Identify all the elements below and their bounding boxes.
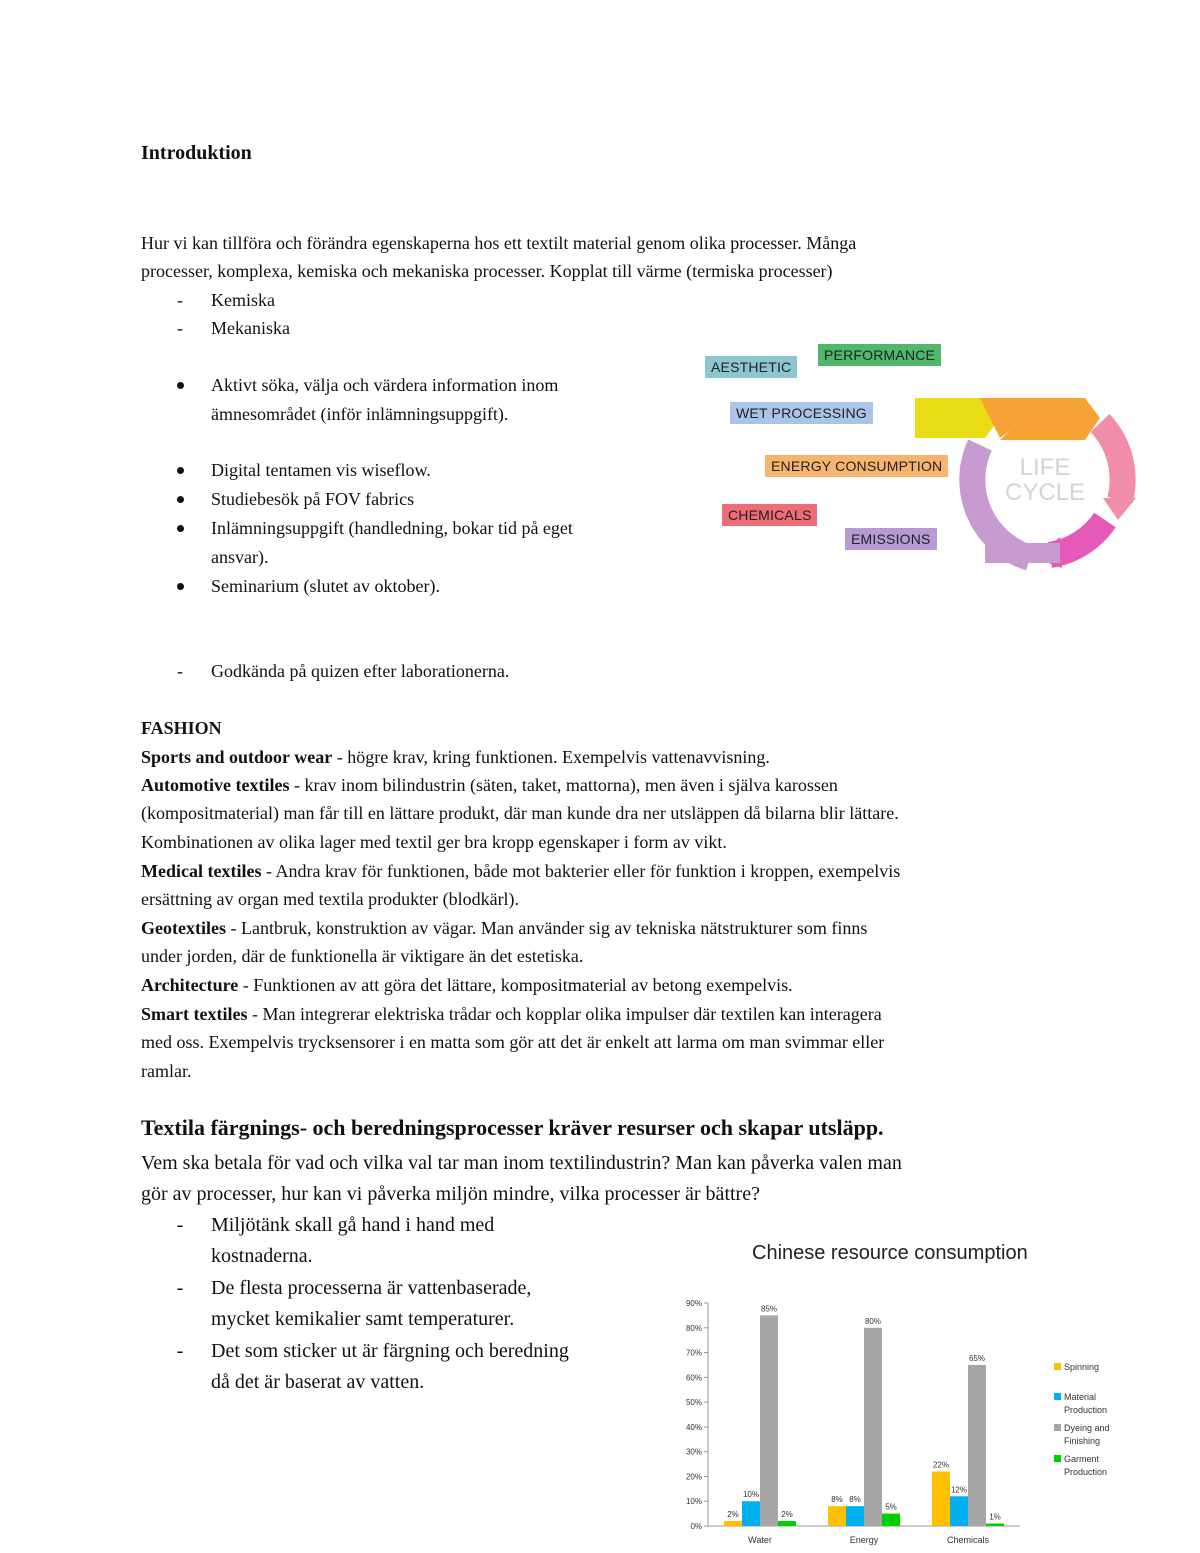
section2-item-3-line-1: Det som sticker ut är färgning och beredning xyxy=(211,1340,569,1362)
desc-smart-line-2: med oss. Exempelvis trycksensorer i en matta som gör att det är enkelt att larma om man svimmar eller xyxy=(141,1032,885,1052)
desc-medical-line-1: - Andra krav för funktionen, både mot bakterier eller för funktion i kroppen, exempelvis xyxy=(261,861,901,881)
data-label: 1% xyxy=(989,1512,1001,1522)
resource-consumption-chart xyxy=(670,1283,1170,1553)
section2-item-2-line-1: De flesta processerna är vattenbaserade, xyxy=(211,1277,532,1299)
y-tick-label: 70% xyxy=(685,1348,702,1358)
lifecycle-figure xyxy=(700,340,1140,570)
section2-item-1-line-1: Miljötänk skall gå hand i hand med xyxy=(211,1214,495,1236)
desc-sports-line-1: - högre krav, kring funktionen. Exempelvis vattenavvisning. xyxy=(332,747,770,767)
fashion-heading: FASHION xyxy=(141,718,222,738)
legend-label: Finishing xyxy=(1064,1436,1101,1446)
data-label: 2% xyxy=(781,1510,793,1520)
desc-automotive-line-2: (kompositmaterial) man får till en lättare produkt, där man kunde dra ner utsläppen då bilarna blir lättare. xyxy=(141,803,899,823)
bar xyxy=(986,1524,1004,1526)
disposal-bar xyxy=(985,543,1060,563)
x-tick-label: Water xyxy=(748,1535,772,1545)
dash-marker: - xyxy=(177,318,183,338)
bar xyxy=(950,1496,968,1526)
y-tick-label: 40% xyxy=(685,1422,702,1432)
legend-label: Production xyxy=(1064,1405,1108,1415)
term-medical: Medical textiles xyxy=(141,861,262,881)
bullet-dot xyxy=(177,525,184,532)
fashion-entry-medical xyxy=(141,857,900,886)
data-label: 8% xyxy=(831,1495,843,1505)
bullet-item-4-line-1: Inlämningsuppgift (handledning, bokar tid på eget xyxy=(211,518,573,538)
bullet-item-3: Studiebesök på FOV fabrics xyxy=(211,489,415,509)
legend-label: Garment xyxy=(1064,1454,1100,1464)
cycle-center-line-1: LIFE xyxy=(1019,454,1071,481)
intro-paragraph-line-2: processer, komplexa, kemiska och mekaniska processer. Kopplat till värme (termiska processer) xyxy=(141,261,833,281)
label-aesthetic: AESTHETIC xyxy=(705,356,797,378)
bar xyxy=(724,1521,742,1526)
legend-label: Production xyxy=(1064,1467,1108,1477)
section2-item-2-line-2: mycket kemikalier samt temperaturer. xyxy=(211,1308,515,1330)
legend-swatch xyxy=(1054,1363,1061,1370)
y-tick-label: 10% xyxy=(685,1497,702,1507)
data-label: 80% xyxy=(864,1316,882,1326)
cycle-arrow-pink-head xyxy=(1103,498,1136,520)
bar xyxy=(932,1471,950,1526)
dash-marker: - xyxy=(177,661,183,681)
desc-automotive-line-1: - krav inom bilindustrin (säten, taket, mattorna), men även i själva karossen xyxy=(289,775,838,795)
term-smart: Smart textiles xyxy=(141,1004,248,1024)
legend-swatch xyxy=(1054,1455,1061,1462)
desc-medical-line-2: ersättning av organ med textila produkter (blodkärl). xyxy=(141,889,520,909)
desc-geotextiles-line-2: under jorden, där de funktionella är viktigare än det estetiska. xyxy=(141,946,584,966)
desc-smart-line-1: - Man integrerar elektriska trådar och kopplar olika impulser där textilen kan interagera xyxy=(247,1004,882,1024)
bullet-item-1-line-2: ämnesområdet (inför inlämningsuppgift). xyxy=(211,404,509,424)
section2-paragraph-line-2: gör av processer, hur kan vi påverka miljön mindre, vilka processer är bättre? xyxy=(141,1183,760,1205)
fashion-entry-automotive xyxy=(141,771,838,800)
cycle-arrow-pink xyxy=(1100,423,1123,500)
fashion-entry-sports xyxy=(141,743,770,772)
term-sports: Sports and outdoor wear xyxy=(141,747,333,767)
data-label: 12% xyxy=(950,1485,968,1495)
dash-item-kemiska: Kemiska xyxy=(211,290,275,310)
bullet-item-5: Seminarium (slutet av oktober). xyxy=(211,576,440,596)
data-label: 22% xyxy=(932,1460,950,1470)
y-tick-label: 50% xyxy=(685,1398,702,1408)
cycle-center-line-2: CYCLE xyxy=(1004,479,1086,506)
label-emissions: EMISSIONS xyxy=(845,528,937,550)
legend-swatch xyxy=(1054,1424,1061,1431)
bar xyxy=(846,1506,864,1526)
intro-heading: Introduktion xyxy=(141,142,252,164)
label-chemicals: CHEMICALS xyxy=(722,504,817,526)
fashion-entry-geotextiles xyxy=(141,914,867,943)
legend-label: Dyeing and xyxy=(1064,1423,1110,1433)
bar xyxy=(742,1501,760,1526)
bullet-item-1-line-1: Aktivt söka, välja och värdera information inom xyxy=(211,375,559,395)
y-tick-label: 0% xyxy=(690,1522,702,1531)
term-automotive: Automotive textiles xyxy=(141,775,290,795)
data-label: 2% xyxy=(727,1510,739,1520)
dash-marker: - xyxy=(176,1340,184,1362)
desc-smart-line-3: ramlar. xyxy=(141,1061,192,1081)
chart-title: Chinese resource consumption xyxy=(752,1242,1028,1264)
bullet-item-4-line-2: ansvar). xyxy=(211,547,269,567)
data-label: 85% xyxy=(760,1304,778,1314)
label-energy-consumption: ENERGY CONSUMPTION xyxy=(765,455,948,477)
bullet-dot xyxy=(177,583,184,590)
legend-label: Spinning xyxy=(1064,1362,1100,1372)
bar xyxy=(760,1315,778,1526)
bar xyxy=(968,1365,986,1526)
dash-item-mekaniska: Mekaniska xyxy=(211,318,290,338)
dash-marker: - xyxy=(176,1277,184,1299)
y-tick-label: 60% xyxy=(685,1373,702,1383)
legend-label: Material xyxy=(1064,1392,1097,1402)
fashion-entry-architecture xyxy=(141,971,793,1000)
intro-paragraph-line-1: Hur vi kan tillföra och förändra egenskaperna hos ett textilt material genom olika processer. Många xyxy=(141,233,857,253)
label-wet-processing: WET PROCESSING xyxy=(730,402,873,424)
bullet-dot xyxy=(177,382,184,389)
y-tick-label: 80% xyxy=(685,1323,702,1333)
dash-marker: - xyxy=(177,290,183,310)
fashion-entry-smart xyxy=(141,1000,882,1029)
section2-item-1-line-2: kostnaderna. xyxy=(211,1245,313,1267)
x-tick-label: Energy xyxy=(849,1535,879,1545)
bar xyxy=(864,1328,882,1526)
section2-heading: Textila färgnings- och beredningsprocesser kräver resurser och skapar utsläpp. xyxy=(141,1115,884,1140)
desc-architecture-line-1: - Funktionen av att göra det lättare, kompositmaterial av betong exempelvis. xyxy=(238,975,793,995)
label-performance: PERFORMANCE xyxy=(818,344,941,366)
term-geotextiles: Geotextiles xyxy=(141,918,226,938)
cycle-arrow-orange xyxy=(980,398,1100,440)
x-tick-label: Chemicals xyxy=(946,1535,990,1545)
desc-geotextiles-line-1: - Lantbruk, konstruktion av vägar. Man använder sig av tekniska nätstrukturer som finns xyxy=(225,918,868,938)
data-label: 10% xyxy=(742,1490,760,1500)
dash-item-quiz: Godkända på quizen efter laborationerna. xyxy=(211,661,510,681)
data-label: 5% xyxy=(885,1502,897,1512)
y-tick-label: 30% xyxy=(685,1447,702,1457)
section2-item-3-line-2: då det är baserat av vatten. xyxy=(211,1371,425,1393)
bar xyxy=(828,1506,846,1526)
section2-paragraph-line-1: Vem ska betala för vad och vilka val tar man inom textilindustrin? Man kan påverka valen man xyxy=(141,1152,902,1174)
bar xyxy=(778,1521,796,1526)
data-label: 65% xyxy=(968,1353,986,1363)
data-label: 8% xyxy=(849,1495,861,1505)
life-cycle-diagram xyxy=(700,340,1140,570)
dash-marker: - xyxy=(176,1214,184,1236)
bullet-dot xyxy=(177,496,184,503)
bar xyxy=(882,1514,900,1526)
bullet-item-2: Digital tentamen vis wiseflow. xyxy=(211,460,431,480)
desc-automotive-line-3: Kombinationen av olika lager med textil ger bra kropp egenskaper i form av vikt. xyxy=(141,832,727,852)
y-tick-label: 20% xyxy=(685,1472,702,1482)
bullet-dot xyxy=(177,467,184,474)
legend-swatch xyxy=(1054,1393,1061,1400)
term-architecture: Architecture xyxy=(141,975,239,995)
y-tick-label: 90% xyxy=(685,1299,702,1308)
